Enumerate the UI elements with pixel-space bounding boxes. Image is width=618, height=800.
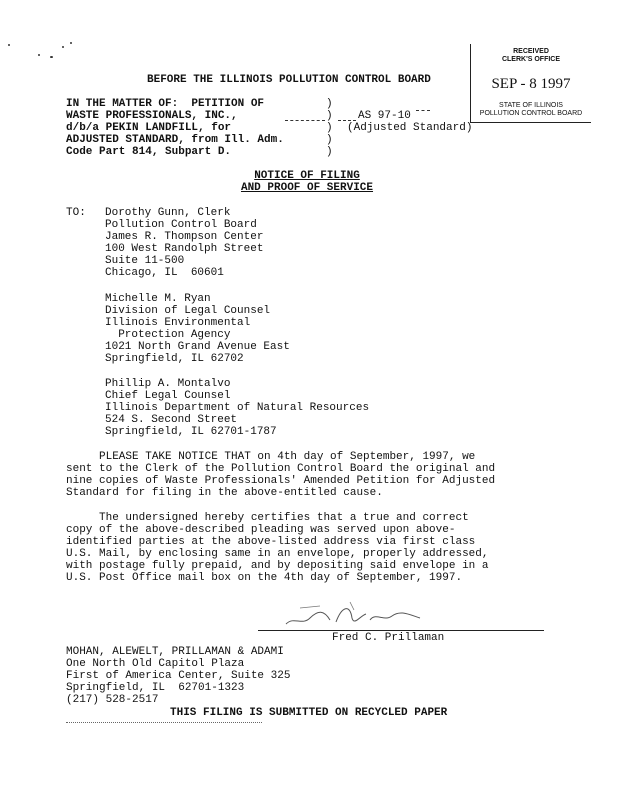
firm-line: One North Old Capitol Plaza	[66, 658, 245, 670]
paragraph-line: copy of the above-described pleading was served upon above-	[66, 524, 456, 536]
case-number-dash	[338, 120, 356, 121]
stamp-state: STATE OF ILLINOIS	[499, 102, 563, 109]
paragraph-line: The undersigned hereby certifies that a true and correct	[66, 512, 469, 524]
address-line: Illinois Environmental	[105, 317, 251, 329]
signature-scribble	[280, 596, 430, 632]
matter-line: Code Part 814, Subpart D.	[66, 146, 232, 158]
address-line: James R. Thompson Center	[105, 231, 264, 243]
paragraph-line: U.S. Post Office mail box on the 4th day of September, 1997.	[66, 572, 463, 584]
notice-title-line1: NOTICE OF FILING	[254, 170, 360, 182]
firm-line: Springfield, IL 62701-1323	[66, 682, 245, 694]
address-line: Springfield, IL 62702	[105, 353, 244, 365]
address-line: Suite 11-500	[105, 255, 185, 267]
address-line: Phillip A. Montalvo	[105, 378, 231, 390]
received-stamp	[470, 44, 591, 123]
caption-brace: )	[326, 98, 333, 110]
address-line: Dorothy Gunn, Clerk	[105, 207, 231, 219]
paragraph-line: identified parties at the above-listed address via first class	[66, 536, 476, 548]
case-number-dash	[416, 110, 430, 111]
case-type: (Adjusted Standard)	[347, 122, 473, 134]
address-line: 524 S. Second Street	[105, 414, 238, 426]
caption-brace: )	[326, 134, 333, 146]
scan-speck	[70, 42, 72, 44]
stamp-board: POLLUTION CONTROL BOARD	[479, 110, 583, 117]
scan-speck	[50, 56, 53, 58]
stamp-date: SEP - 8 1997	[491, 76, 571, 92]
address-line: Pollution Control Board	[105, 219, 257, 231]
address-line: 1021 North Grand Avenue East	[105, 341, 290, 353]
matter-line: ADJUSTED STANDARD, from Ill. Adm.	[66, 134, 284, 146]
paragraph-line: with postage fully prepaid, and by depositing said envelope in a	[66, 560, 489, 572]
footer-scan-mark	[66, 722, 262, 723]
matter-line: IN THE MATTER OF: PETITION OF	[66, 98, 265, 110]
paragraph-line: sent to the Clerk of the Pollution Control Board the original and	[66, 463, 496, 475]
case-number: AS 97-10	[358, 110, 411, 122]
paragraph-line: Standard for filing in the above-entitled cause.	[66, 487, 383, 499]
caption-brace: )	[326, 146, 333, 158]
paragraph-line: PLEASE TAKE NOTICE THAT on 4th day of September, 1997, we	[66, 451, 476, 463]
address-line: Chief Legal Counsel	[105, 390, 231, 402]
paragraph-line: U.S. Mail, by enclosing same in an envelope, properly addressed,	[66, 548, 489, 560]
stamp-received: RECEIVED	[513, 48, 549, 55]
to-label: TO:	[66, 207, 86, 219]
board-heading: BEFORE THE ILLINOIS POLLUTION CONTROL BOARD	[147, 74, 431, 86]
firm-line: MOHAN, ALEWELT, PRILLAMAN & ADAMI	[66, 646, 284, 658]
scan-speck	[8, 44, 10, 46]
address-line: Division of Legal Counsel	[105, 305, 271, 317]
address-line: Chicago, IL 60601	[105, 267, 224, 279]
matter-line: WASTE PROFESSIONALS, INC.,	[66, 110, 238, 122]
caption-brace: )	[326, 122, 333, 134]
signature-line	[258, 630, 544, 631]
matter-line: d/b/a PEKIN LANDFILL, for	[66, 122, 232, 134]
address-line: 100 West Randolph Street	[105, 243, 264, 255]
stamp-office: CLERK'S OFFICE	[501, 56, 561, 63]
paragraph-line: nine copies of Waste Professionals' Amended Petition for Adjusted	[66, 475, 496, 487]
scan-speck	[62, 46, 64, 48]
signature-name: Fred C. Prillaman	[332, 632, 445, 644]
firm-line: First of America Center, Suite 325	[66, 670, 291, 682]
address-line: Michelle M. Ryan	[105, 293, 211, 305]
caption-brace: )	[326, 110, 333, 122]
recycled-paper-notice: THIS FILING IS SUBMITTED ON RECYCLED PAPER	[170, 707, 448, 719]
address-line: Springfield, IL 62701-1787	[105, 426, 277, 438]
notice-title-line2: AND PROOF OF SERVICE	[240, 182, 374, 194]
firm-line: (217) 528-2517	[66, 694, 159, 706]
scan-speck	[38, 54, 40, 56]
address-line: Protection Agency	[105, 329, 231, 341]
caption-dash	[285, 120, 325, 121]
address-line: Illinois Department of Natural Resources	[105, 402, 370, 414]
